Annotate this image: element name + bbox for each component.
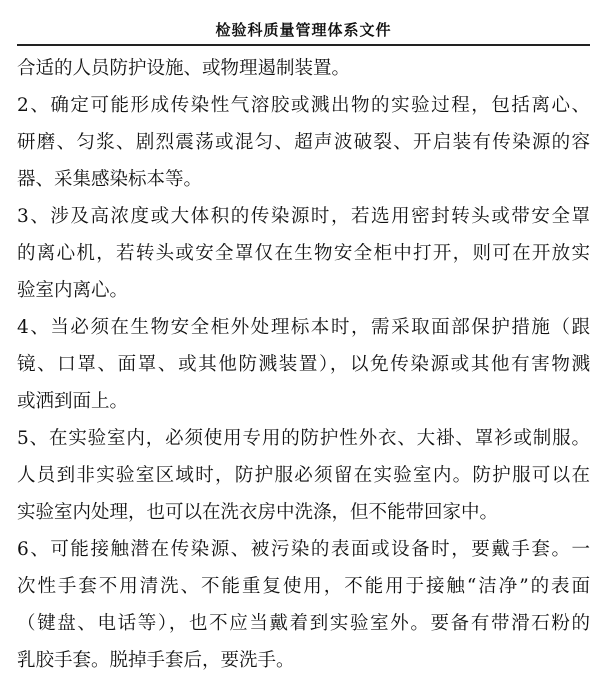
- page-header: [17, 10, 590, 46]
- text-line: 合适的人员防护设施、或物理遏制装置。: [17, 58, 351, 79]
- text-line: （键盘、电话等），也不应当戴着到实验室外。要备有带滑石粉的: [17, 613, 590, 634]
- text-line: 研磨、匀浆、剧烈震荡或混匀、超声波破裂、开启装有传染源的容: [17, 132, 590, 153]
- text-line: 次性手套不用清洗、不能重复使用，不能用于接触“洁净”的表面: [17, 576, 590, 597]
- text-line: 的离心机，若转头或安全罩仅在生物安全柜中打开，则可在开放实: [17, 243, 590, 264]
- text-line: 镜、口罩、面罩、或其他防溅装置），以免传染源或其他有害物溅: [17, 354, 590, 375]
- document-title: 检验科质量管理体系文件: [215, 21, 392, 39]
- text-line: 实验室内处理，也可以在洗衣房中洗涤，但不能带回家中。: [17, 502, 499, 523]
- text-line: 5、在实验室内，必须使用专用的防护性外衣、大褂、罩衫或制服。: [17, 428, 590, 449]
- text-line: 乳胶手套。脱掉手套后，要洗手。: [17, 650, 295, 671]
- text-line: 2、确定可能形成传染性气溶胶或溅出物的实验过程，包括离心、: [17, 95, 590, 116]
- text-line: 3、涉及高浓度或大体积的传染源时，若选用密封转头或带安全罩: [17, 206, 590, 227]
- text-line: 验室内离心。: [17, 280, 129, 301]
- text-line: 人员到非实验室区域时，防护服必须留在实验室内。防护服可以在: [17, 465, 590, 486]
- text-line: 或洒到面上。: [17, 391, 129, 412]
- text-line: 4、当必须在生物安全柜外处理标本时，需采取面部保护措施（跟: [17, 317, 590, 338]
- body-text: [17, 50, 590, 679]
- text-line: 6、可能接触潜在传染源、被污染的表面或设备时，要戴手套。一: [17, 539, 590, 560]
- text-line: 器、采集感染标本等。: [17, 169, 203, 190]
